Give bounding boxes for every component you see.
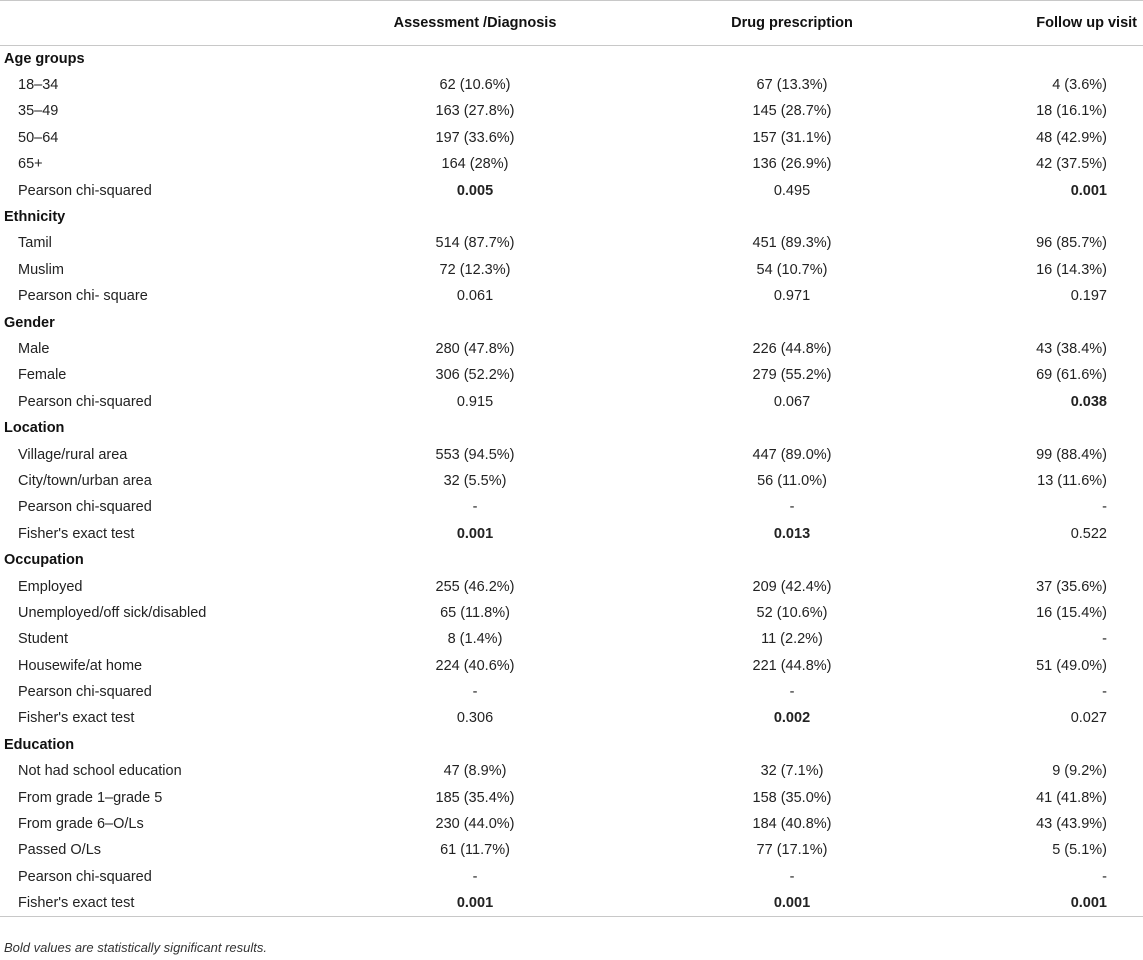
drug-prescription-value: 67 (13.3%) [756,77,828,94]
assessment-diagnosis-value: 47 (8.9%) [443,763,507,780]
table-row [0,784,1143,810]
section-title: Occupation [4,552,84,569]
assessment-diagnosis-value: 8 (1.4%) [447,631,503,648]
row-label: Fisher's exact test [0,890,303,916]
assessment-diagnosis-value: 164 (28%) [441,156,509,173]
follow-up-visit-value: - [1102,684,1107,701]
drug-prescription-value: 0.001 [647,890,937,916]
follow-up-visit-value: - [1102,868,1107,885]
section-header-row [0,46,1143,72]
table-row [0,336,1143,362]
table-row [0,441,1143,467]
assessment-diagnosis-value: 61 (11.7%) [440,842,510,859]
row-label: Student [18,631,68,648]
follow-up-visit-value: - [1102,631,1107,648]
assessment-diagnosis-value: - [472,499,478,516]
drug-prescription-value: 52 (10.6%) [756,604,828,621]
row-label: Fisher's exact test [18,710,135,727]
section-title: Ethnicity [4,209,66,226]
assessment-diagnosis-value: 230 (44.0%) [435,816,515,833]
drug-prescription-value: 279 (55.2%) [752,367,832,384]
follow-up-visit-value: 37 (35.6%) [1036,578,1107,595]
row-label: Pearson chi- square [18,288,148,305]
section-title: Location [4,420,65,437]
assessment-diagnosis-value: 32 (5.5%) [443,472,507,489]
drug-prescription-value: 209 (42.4%) [752,578,832,595]
table-footnote: Bold values are statistically significant results. [4,940,268,955]
header-follow-up-visit: Follow up visit [937,1,1143,46]
assessment-diagnosis-value: 280 (47.8%) [435,340,515,357]
drug-prescription-value: 221 (44.8%) [752,657,832,674]
follow-up-visit-value: 99 (88.4%) [1036,446,1107,463]
drug-prescription-value: 0.495 [773,182,811,199]
drug-prescription-value: 184 (40.8%) [752,816,832,833]
assessment-diagnosis-value: 65 (11.8%) [440,604,510,621]
table-row [0,626,1143,652]
table-row [0,177,1143,203]
row-label: City/town/urban area [18,472,152,489]
header-assessment-diagnosis: Assessment /Diagnosis [303,1,647,46]
assessment-diagnosis-value: 306 (52.2%) [435,367,515,384]
drug-prescription-value: 451 (89.3%) [752,235,832,252]
table-row [0,758,1143,784]
assessment-diagnosis-value: 0.001 [456,525,494,542]
assessment-diagnosis-value: 0.061 [456,288,494,305]
row-label: Fisher's exact test [18,525,135,542]
table-row [0,125,1143,151]
row-label: Pearson chi-squared [18,868,152,885]
assessment-diagnosis-value: 0.915 [456,393,494,410]
assessment-diagnosis-value: 62 (10.6%) [439,77,511,94]
table-row [0,98,1143,124]
header-empty [0,1,303,46]
table-row [0,837,1143,863]
row-label: From grade 1–grade 5 [18,789,163,806]
table-row [0,151,1143,177]
follow-up-visit-value: 5 (5.1%) [1052,842,1107,859]
drug-prescription-value: 0.971 [773,288,811,305]
drug-prescription-value: 158 (35.0%) [752,789,832,806]
table-row [0,72,1143,98]
follow-up-visit-value: 42 (37.5%) [1036,156,1107,173]
section-header-row [0,547,1143,573]
section-header-row [0,204,1143,230]
follow-up-visit-value: 69 (61.6%) [1036,367,1107,384]
row-label: From grade 6–O/Ls [18,816,144,833]
assessment-diagnosis-value: 185 (35.4%) [435,789,515,806]
drug-prescription-value: 0.013 [773,525,811,542]
table-row [0,652,1143,678]
assessment-diagnosis-value: - [472,868,478,885]
follow-up-visit-value: 0.001 [937,890,1143,916]
table-row [0,600,1143,626]
assessment-diagnosis-value: 197 (33.6%) [435,129,515,146]
follow-up-visit-value: 96 (85.7%) [1036,235,1107,252]
row-label: Male [18,340,50,357]
drug-prescription-value: 145 (28.7%) [752,103,832,120]
row-label: Pearson chi-squared [18,684,152,701]
follow-up-visit-value: 16 (15.4%) [1036,604,1107,621]
table-row [0,283,1143,309]
drug-prescription-value: 447 (89.0%) [752,446,832,463]
table-row [0,573,1143,599]
assessment-diagnosis-value: 0.306 [456,710,494,727]
section-header-row [0,309,1143,335]
follow-up-visit-value: 0.522 [1070,525,1107,542]
follow-up-visit-value: - [1102,499,1107,516]
follow-up-visit-value: 13 (11.6%) [1037,472,1107,489]
follow-up-visit-value: 0.038 [1070,393,1107,410]
drug-prescription-value: 32 (7.1%) [760,763,824,780]
table-row [0,389,1143,415]
row-label: Village/rural area [18,446,128,463]
row-label: Pearson chi-squared [18,182,152,199]
drug-prescription-value: 56 (11.0%) [757,472,827,489]
assessment-diagnosis-value: 0.005 [456,182,494,199]
drug-prescription-value: - [789,684,795,701]
follow-up-visit-value: 9 (9.2%) [1052,763,1107,780]
drug-prescription-value: 157 (31.1%) [752,129,832,146]
assessment-diagnosis-value: 163 (27.8%) [435,103,515,120]
assessment-diagnosis-value: 0.001 [303,890,647,916]
row-label: Housewife/at home [18,657,143,674]
section-header-row [0,732,1143,758]
drug-prescription-value: 0.002 [773,710,811,727]
row-label: Female [18,367,67,384]
drug-prescription-value: - [789,868,795,885]
section-title: Gender [4,314,55,331]
table-header-row [0,1,1143,46]
row-label: Tamil [18,235,52,252]
follow-up-visit-value: 0.197 [1070,288,1107,305]
table-row [0,890,1143,916]
table-row [0,705,1143,731]
follow-up-visit-value: 43 (43.9%) [1036,816,1107,833]
drug-prescription-value: 226 (44.8%) [752,340,832,357]
follow-up-visit-value: 18 (16.1%) [1036,103,1107,120]
drug-prescription-value: - [789,499,795,516]
assessment-diagnosis-value: 514 (87.7%) [435,235,515,252]
table-row [0,864,1143,890]
table-row [0,494,1143,520]
follow-up-visit-value: 16 (14.3%) [1036,261,1107,278]
follow-up-visit-value: 48 (42.9%) [1036,129,1107,146]
table-row [0,362,1143,388]
follow-up-visit-value: 51 (49.0%) [1036,657,1107,674]
assessment-diagnosis-value: 255 (46.2%) [435,578,515,595]
row-label: Pearson chi-squared [18,499,152,516]
row-label: Employed [18,578,83,595]
row-label: 18–34 [18,77,59,94]
assessment-diagnosis-value: 553 (94.5%) [435,446,515,463]
table-row [0,468,1143,494]
drug-prescription-value: 77 (17.1%) [756,842,828,859]
follow-up-visit-value: 43 (38.4%) [1036,340,1107,357]
assessment-diagnosis-value: 224 (40.6%) [435,657,515,674]
row-label: 35–49 [18,103,59,120]
follow-up-visit-value: 0.027 [1070,710,1107,727]
drug-prescription-value: 54 (10.7%) [756,261,828,278]
row-label: Passed O/Ls [18,842,102,859]
table-row [0,521,1143,547]
row-label: Muslim [18,261,64,278]
drug-prescription-value: 11 (2.2%) [761,631,823,648]
section-header-row [0,415,1143,441]
row-label: Not had school education [18,763,182,780]
table-row [0,679,1143,705]
follow-up-visit-value: 41 (41.8%) [1036,789,1107,806]
row-label: Pearson chi-squared [18,393,152,410]
follow-up-visit-value: 0.001 [1070,182,1107,199]
section-title: Education [4,736,75,753]
table-body [0,46,1143,917]
assessment-diagnosis-value: 72 (12.3%) [439,261,511,278]
drug-prescription-value: 136 (26.9%) [752,156,832,173]
table-row [0,811,1143,837]
follow-up-visit-value: 4 (3.6%) [1052,77,1107,94]
header-drug-prescription: Drug prescription [647,1,937,46]
row-label: Unemployed/off sick/disabled [18,604,207,621]
table-row [0,257,1143,283]
row-label: 50–64 [18,129,59,146]
row-label: 65+ [18,156,43,173]
assessment-diagnosis-value: - [472,684,478,701]
table-row [0,230,1143,256]
section-title: Age groups [4,50,85,67]
drug-prescription-value: 0.067 [773,393,811,410]
